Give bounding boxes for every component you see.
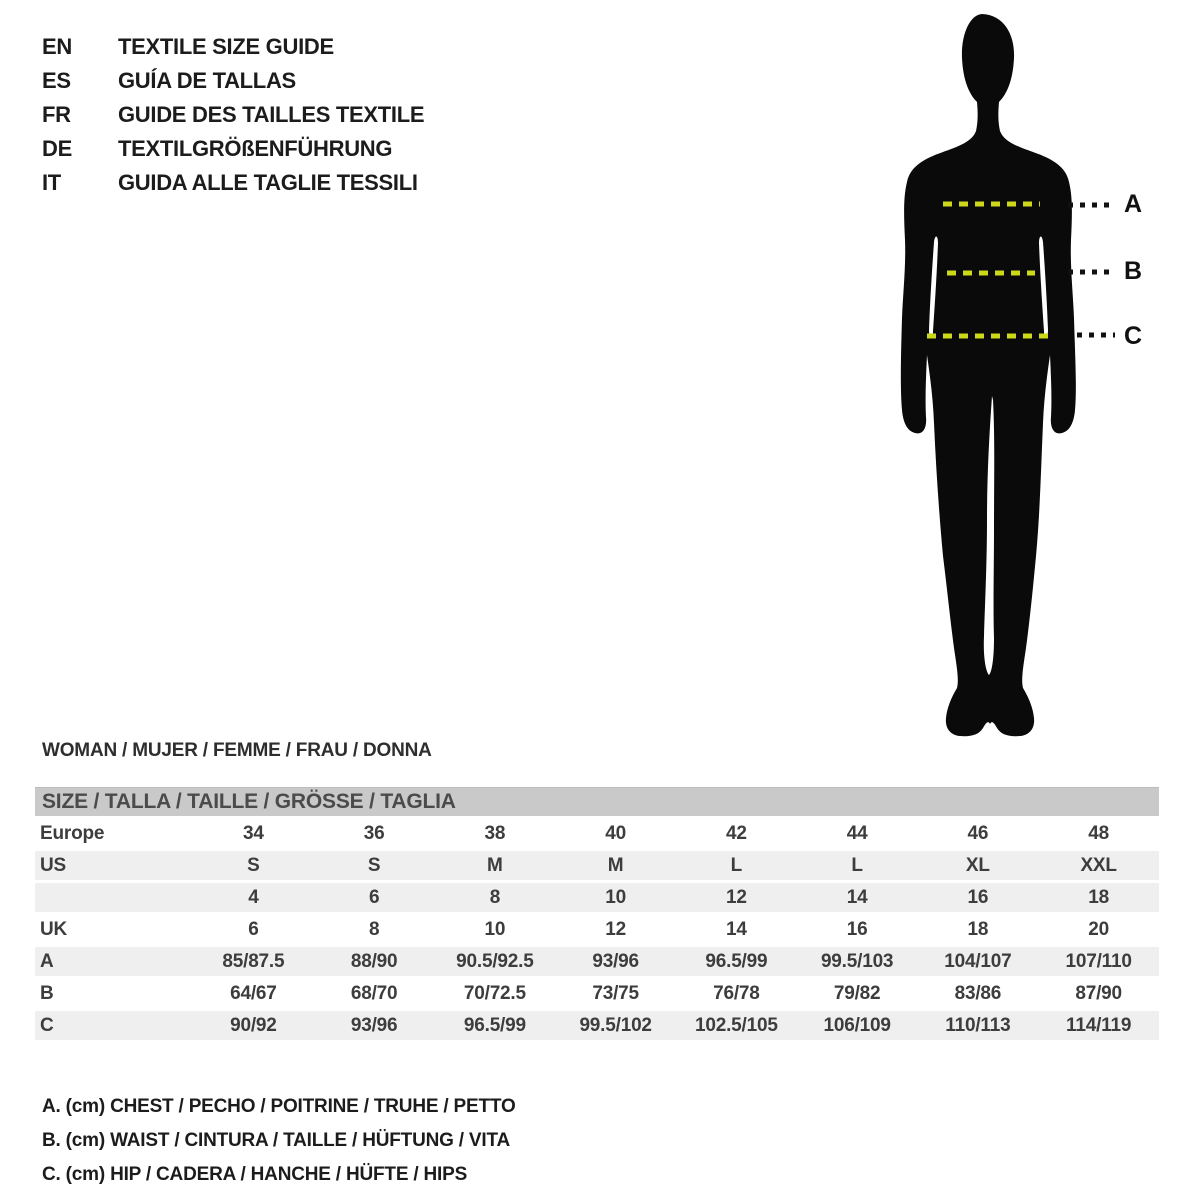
woman-silhouette-svg (893, 8, 1163, 748)
table-cell: 107/110 (1065, 950, 1132, 972)
size-table (35, 787, 1159, 1040)
table-cell: 106/109 (823, 1014, 891, 1036)
marker-label-c: C (1124, 322, 1143, 350)
table-cell: 14 (846, 886, 868, 908)
table-cell: 104/107 (944, 950, 1012, 972)
table-cell: 85/87.5 (222, 950, 285, 972)
guide-title: TEXTILGRÖßENFÜHRUNG (118, 136, 393, 161)
guide-title: GUÍA DE TALLAS (118, 68, 296, 93)
table-cell: XXL (1080, 854, 1117, 876)
table-cell: 16 (967, 886, 989, 908)
table-row (35, 979, 1159, 1008)
table-cell: 6 (248, 918, 259, 940)
table-cell: 36 (363, 822, 385, 844)
table-cell: 110/113 (945, 1014, 1011, 1036)
table-cell: 102.5/105 (695, 1014, 778, 1036)
marker-label-a: A (1124, 190, 1143, 218)
table-row (35, 947, 1159, 976)
title-row-es (42, 64, 424, 98)
measurement-legend (42, 1090, 516, 1192)
table-cell: 46 (967, 822, 989, 844)
table-cell: 68/70 (350, 982, 398, 1004)
table-cell: 79/82 (833, 982, 881, 1004)
table-cell: 40 (605, 822, 626, 844)
marker-label-b: B (1124, 257, 1143, 285)
guide-title: TEXTILE SIZE GUIDE (118, 34, 334, 59)
table-cell: 93/96 (592, 950, 639, 972)
table-cell: M (487, 854, 503, 876)
table-cell: 96.5/99 (705, 950, 768, 972)
table-cell: 16 (846, 918, 868, 940)
table-cell: 64/67 (230, 982, 277, 1004)
legend-chest: A. (cm) CHEST / PECHO / POITRINE / TRUHE / PETTO (42, 1096, 516, 1117)
table-cell: 4 (248, 886, 259, 908)
table-cell: 14 (726, 918, 747, 940)
table-row (35, 1011, 1159, 1040)
table-cell: 48 (1088, 822, 1109, 844)
size-table-body (35, 819, 1159, 1040)
table-cell: 73/75 (592, 982, 639, 1004)
table-cell: 87/90 (1075, 982, 1122, 1004)
table-cell: 96.5/99 (463, 1014, 526, 1036)
table-cell: 70/72.5 (463, 982, 526, 1004)
table-cell: 93/96 (350, 1014, 398, 1036)
row-label: US (40, 854, 66, 876)
table-cell: 114/119 (1066, 1014, 1132, 1036)
title-row-en (42, 30, 424, 64)
table-cell: 88/90 (350, 950, 398, 972)
table-cell: 12 (726, 886, 747, 908)
lang-code: FR (42, 102, 71, 127)
size-table-header: SIZE / TALLA / TAILLE / GRÖSSE / TAGLIA (35, 787, 1159, 816)
row-label: A (40, 950, 54, 972)
legend-hip: C. (cm) HIP / CADERA / HANCHE / HÜFTE / HIPS (42, 1164, 468, 1185)
table-cell: XL (965, 854, 990, 876)
table-cell: 18 (1088, 886, 1109, 908)
table-cell: 83/86 (954, 982, 1002, 1004)
table-cell: 10 (484, 918, 506, 940)
row-label: C (40, 1014, 54, 1036)
table-cell: 99.5/103 (820, 950, 894, 972)
guide-title: GUIDA ALLE TAGLIE TESSILI (118, 170, 418, 195)
measurement-figure (893, 8, 1163, 748)
title-block (42, 30, 424, 200)
table-cell: 6 (368, 886, 380, 908)
title-row-fr (42, 98, 424, 132)
table-cell: 42 (726, 822, 747, 844)
table-cell: 34 (243, 822, 264, 844)
table-cell: S (367, 854, 381, 876)
table-row (35, 915, 1159, 944)
title-row-de (42, 132, 424, 166)
guide-title: GUIDE DES TAILLES TEXTILE (118, 102, 425, 127)
table-cell: 38 (484, 822, 506, 844)
table-cell: 76/78 (713, 982, 760, 1004)
table-row (35, 819, 1159, 848)
table-cell: 10 (605, 886, 626, 908)
woman-silhouette (901, 14, 1076, 736)
table-cell: L (730, 854, 743, 876)
row-label: Europe (40, 822, 105, 844)
table-cell: 90.5/92.5 (456, 950, 534, 972)
table-cell: 90/92 (230, 1014, 277, 1036)
table-cell: 8 (368, 918, 380, 940)
row-label: UK (40, 918, 68, 940)
lang-code: EN (42, 34, 72, 59)
lang-code: ES (42, 68, 71, 93)
table-cell: 44 (846, 822, 868, 844)
table-cell: 99.5/102 (579, 1014, 652, 1036)
lang-code: IT (42, 170, 61, 195)
table-cell: M (607, 854, 624, 876)
table-cell: 18 (967, 918, 989, 940)
gender-heading: WOMAN / MUJER / FEMME / FRAU / DONNA (42, 740, 432, 761)
legend-waist: B. (cm) WAIST / CINTURA / TAILLE / HÜFTUNG / VITA (42, 1130, 510, 1151)
table-cell: 12 (605, 918, 626, 940)
table-cell: S (247, 854, 260, 876)
table-cell: 8 (489, 886, 501, 908)
title-row-it (42, 166, 424, 200)
lang-code: DE (42, 136, 72, 161)
table-row (35, 851, 1159, 880)
row-label: B (40, 982, 54, 1004)
table-cell: 20 (1088, 918, 1109, 940)
table-cell: L (851, 854, 863, 876)
table-row (35, 883, 1159, 912)
